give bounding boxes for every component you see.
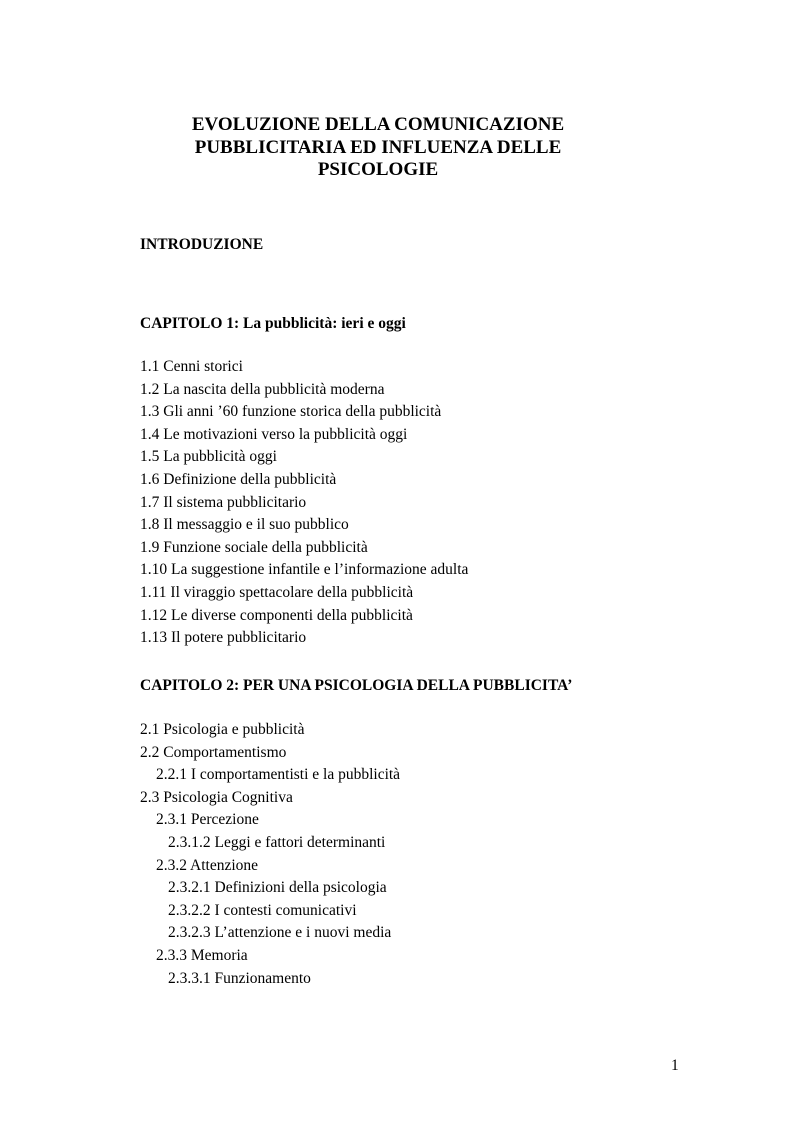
- page-number: 1: [671, 1057, 679, 1074]
- chapter-1-toc: [140, 356, 468, 650]
- toc-subsubitem: 2.3.1.2 Leggi e fattori determinanti: [168, 833, 386, 851]
- introduzione-heading: INTRODUZIONE: [140, 236, 264, 253]
- toc-item: 1.11 Il viraggio spettacolare della pubblicità: [140, 583, 414, 601]
- toc-item: 2.3 Psicologia Cognitiva: [140, 788, 293, 806]
- toc-item: 1.4 Le motivazioni verso la pubblicità oggi: [140, 425, 408, 443]
- toc-item: 1.13 Il potere pubblicitario: [140, 629, 307, 647]
- title-line: PSICOLOGIE: [317, 159, 439, 180]
- toc-subsubitem: 2.3.2.3 L’attenzione e i nuovi media: [168, 924, 392, 942]
- toc-subsubitem: 2.3.2.2 I contesti comunicativi: [168, 901, 357, 919]
- toc-subsubitem: 2.3.2.1 Definizioni della psicologia: [168, 879, 387, 897]
- toc-subitem: 2.2.1 I comportamentisti e la pubblicità: [156, 766, 401, 784]
- toc-item: 1.10 La suggestione infantile e l’informazione adulta: [140, 561, 469, 579]
- toc-item: 1.6 Definizione della pubblicità: [140, 470, 337, 488]
- chapter-1-heading: CAPITOLO 1: La pubblicità: ieri e oggi: [140, 315, 406, 332]
- toc-item: 1.8 Il messaggio e il suo pubblico: [140, 516, 349, 534]
- toc-item: 1.12 Le diverse componenti della pubblicità: [140, 606, 413, 624]
- toc-item: 1.1 Cenni storici: [140, 358, 243, 375]
- document-title: [140, 114, 616, 182]
- toc-subsubitem: 2.3.3.1 Funzionamento: [168, 969, 311, 987]
- toc-subitem: 2.3.3 Memoria: [156, 946, 248, 964]
- chapter-2-toc: [140, 719, 400, 990]
- title-line: PUBBLICITARIA ED INFLUENZA DELLE: [194, 136, 562, 158]
- toc-item: 1.7 Il sistema pubblicitario: [140, 493, 307, 511]
- toc-item: 1.5 La pubblicità oggi: [140, 448, 277, 466]
- toc-subitem: 2.3.2 Attenzione: [156, 856, 259, 874]
- toc-item: 1.2 La nascita della pubblicità moderna: [140, 380, 385, 398]
- title-line: EVOLUZIONE DELLA COMUNICAZIONE: [191, 114, 565, 135]
- toc-item: 2.2 Comportamentismo: [140, 743, 287, 761]
- toc-subitem: 2.3.1 Percezione: [156, 811, 259, 829]
- toc-item: 1.3 Gli anni ’60 funzione storica della pubblicità: [140, 403, 442, 421]
- toc-item: 2.1 Psicologia e pubblicità: [140, 721, 305, 738]
- toc-item: 1.9 Funzione sociale della pubblicità: [140, 538, 368, 556]
- chapter-2-heading: CAPITOLO 2: PER UNA PSICOLOGIA DELLA PUBBLICITA’: [140, 677, 573, 694]
